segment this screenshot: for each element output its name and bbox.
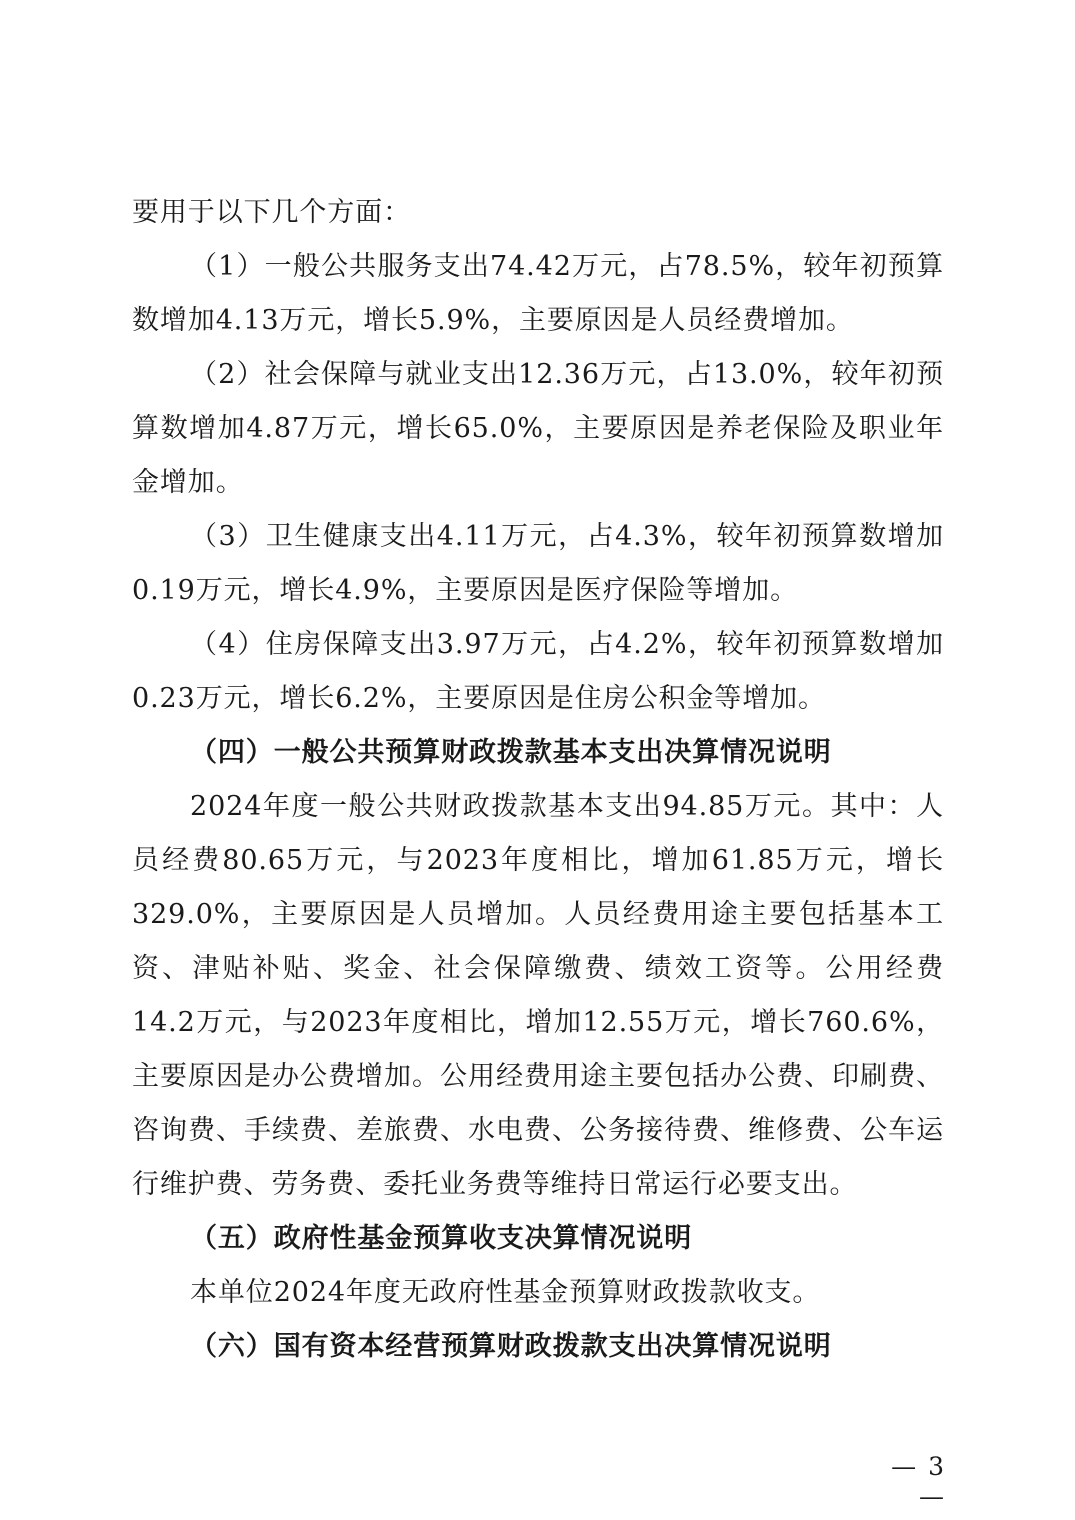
page-number: — 3 — xyxy=(891,1452,946,1511)
paragraph-item-1: （1）一般公共服务支出74.42万元，占78.5%，较年初预算数增加4.13万元，增长5.9%，主要原因是人员经费增加。 xyxy=(132,251,944,336)
paragraph-basic-expenditure: 2024年度一般公共财政拨款基本支出94.85万元。其中：人员经费80.65万元，与2023年度相比，增加61.85万元，增长329.0%，主要原因是人员增加。人员经费用途主要包括基本工资、津贴补贴、奖金、社会保障缴费、绩效工资等。公用经费14.2万元，与2023年度相比，增加12.55万元，增长760.6%，主要原因是办公费增加。公用经费用途主要包括办公费、印刷费、咨询费、手续费、差旅费、水电费、公务接待费、维修费、公车运行维护费、劳务费、委托业务费等维持日常运行必要支出。 xyxy=(132,791,944,1200)
paragraph-gov-fund: 本单位2024年度无政府性基金预算财政拨款收支。 xyxy=(190,1277,821,1308)
paragraph-intro: 要用于以下几个方面： xyxy=(132,197,411,228)
paragraph-item-4: （4）住房保障支出3.97万元，占4.2%，较年初预算数增加0.23万元，增长6.2%，主要原因是住房公积金等增加。 xyxy=(132,629,944,714)
section-heading-5: （五）政府性基金预算收支决算情况说明 xyxy=(190,1223,693,1254)
paragraph-item-2: （2）社会保障与就业支出12.36万元，占13.0%，较年初预算数增加4.87万元，增长65.0%，主要原因是养老保险及职业年金增加。 xyxy=(132,359,944,498)
section-heading-6: （六）国有资本经营预算财政拨款支出决算情况说明 xyxy=(190,1331,832,1362)
paragraph-item-3: （3）卫生健康支出4.11万元，占4.3%，较年初预算数增加0.19万元，增长4.9%，主要原因是医疗保险等增加。 xyxy=(132,521,944,606)
section-heading-4: （四）一般公共预算财政拨款基本支出决算情况说明 xyxy=(190,737,832,768)
document-body xyxy=(132,186,944,1374)
